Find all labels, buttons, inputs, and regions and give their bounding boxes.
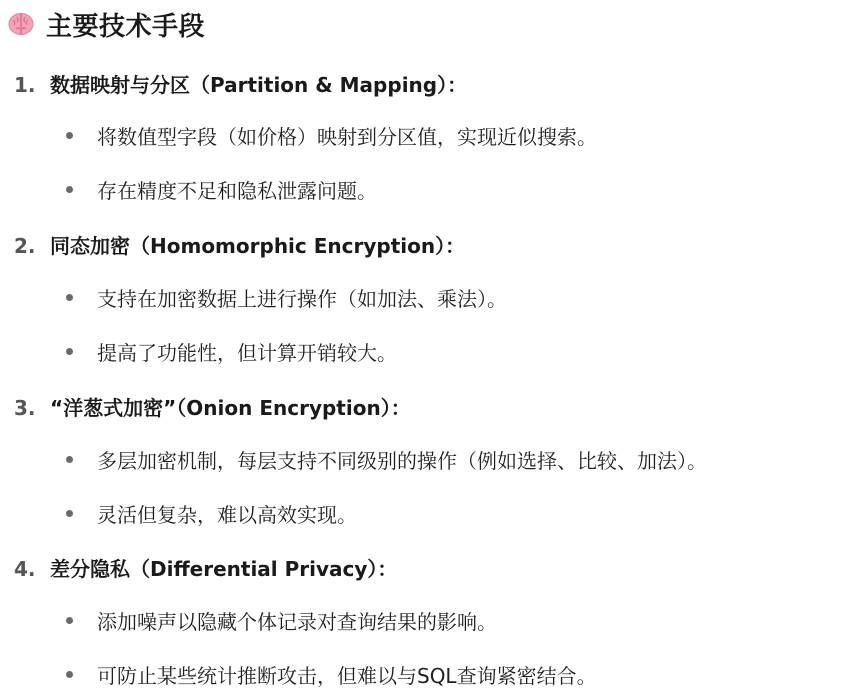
list-item bbox=[66, 660, 597, 689]
list-item bbox=[66, 121, 597, 150]
list-number: 3. bbox=[14, 396, 36, 420]
bullet-text: 存在精度不足和隐私泄露问题。 bbox=[97, 179, 377, 203]
list-item bbox=[66, 175, 377, 204]
bullet-icon bbox=[66, 294, 73, 301]
list-number: 2. bbox=[14, 234, 36, 258]
list-item-title bbox=[14, 230, 465, 259]
list-item-heading: “洋葱式加密”（Onion Encryption）： bbox=[50, 396, 411, 420]
list-item bbox=[66, 445, 707, 474]
list-number: 4. bbox=[14, 557, 36, 581]
page-title: 主要技术手段 bbox=[46, 11, 206, 42]
bullet-icon bbox=[66, 510, 73, 517]
bullet-text: 提高了功能性，但计算开销较大。 bbox=[97, 341, 397, 365]
list-item-heading: 数据映射与分区（Partition & Mapping）： bbox=[50, 73, 468, 97]
list-item-title bbox=[14, 69, 467, 98]
bullet-icon bbox=[66, 348, 73, 355]
bullet-text: 将数值型字段（如价格）映射到分区值，实现近似搜索。 bbox=[97, 125, 597, 149]
bullet-text: 添加噪声以隐藏个体记录对查询结果的影响。 bbox=[97, 610, 497, 634]
list-item-title bbox=[14, 553, 397, 582]
bullet-text: 可防止某些统计推断攻击，但难以与SQL查询紧密结合。 bbox=[97, 664, 597, 688]
bullet-icon bbox=[66, 456, 73, 463]
brain-icon bbox=[8, 12, 34, 36]
bullet-icon bbox=[66, 671, 73, 678]
section-heading bbox=[8, 4, 205, 44]
bullet-text: 多层加密机制，每层支持不同级别的操作（例如选择、比较、加法）。 bbox=[97, 449, 707, 473]
list-number: 1. bbox=[14, 73, 36, 97]
list-item-heading: 同态加密（Homomorphic Encryption）： bbox=[50, 234, 466, 258]
list-item-title bbox=[14, 392, 411, 421]
bullet-text: 支持在加密数据上进行操作（如加法、乘法）。 bbox=[97, 287, 507, 311]
list-item bbox=[66, 337, 397, 366]
list-item bbox=[66, 606, 497, 635]
list-item bbox=[66, 499, 357, 528]
list-item bbox=[66, 283, 507, 312]
bullet-text: 灵活但复杂，难以高效实现。 bbox=[97, 503, 357, 527]
list-item-heading: 差分隐私（Differential Privacy）： bbox=[50, 557, 398, 581]
bullet-icon bbox=[66, 132, 73, 139]
bullet-icon bbox=[66, 186, 73, 193]
bullet-icon bbox=[66, 617, 73, 624]
